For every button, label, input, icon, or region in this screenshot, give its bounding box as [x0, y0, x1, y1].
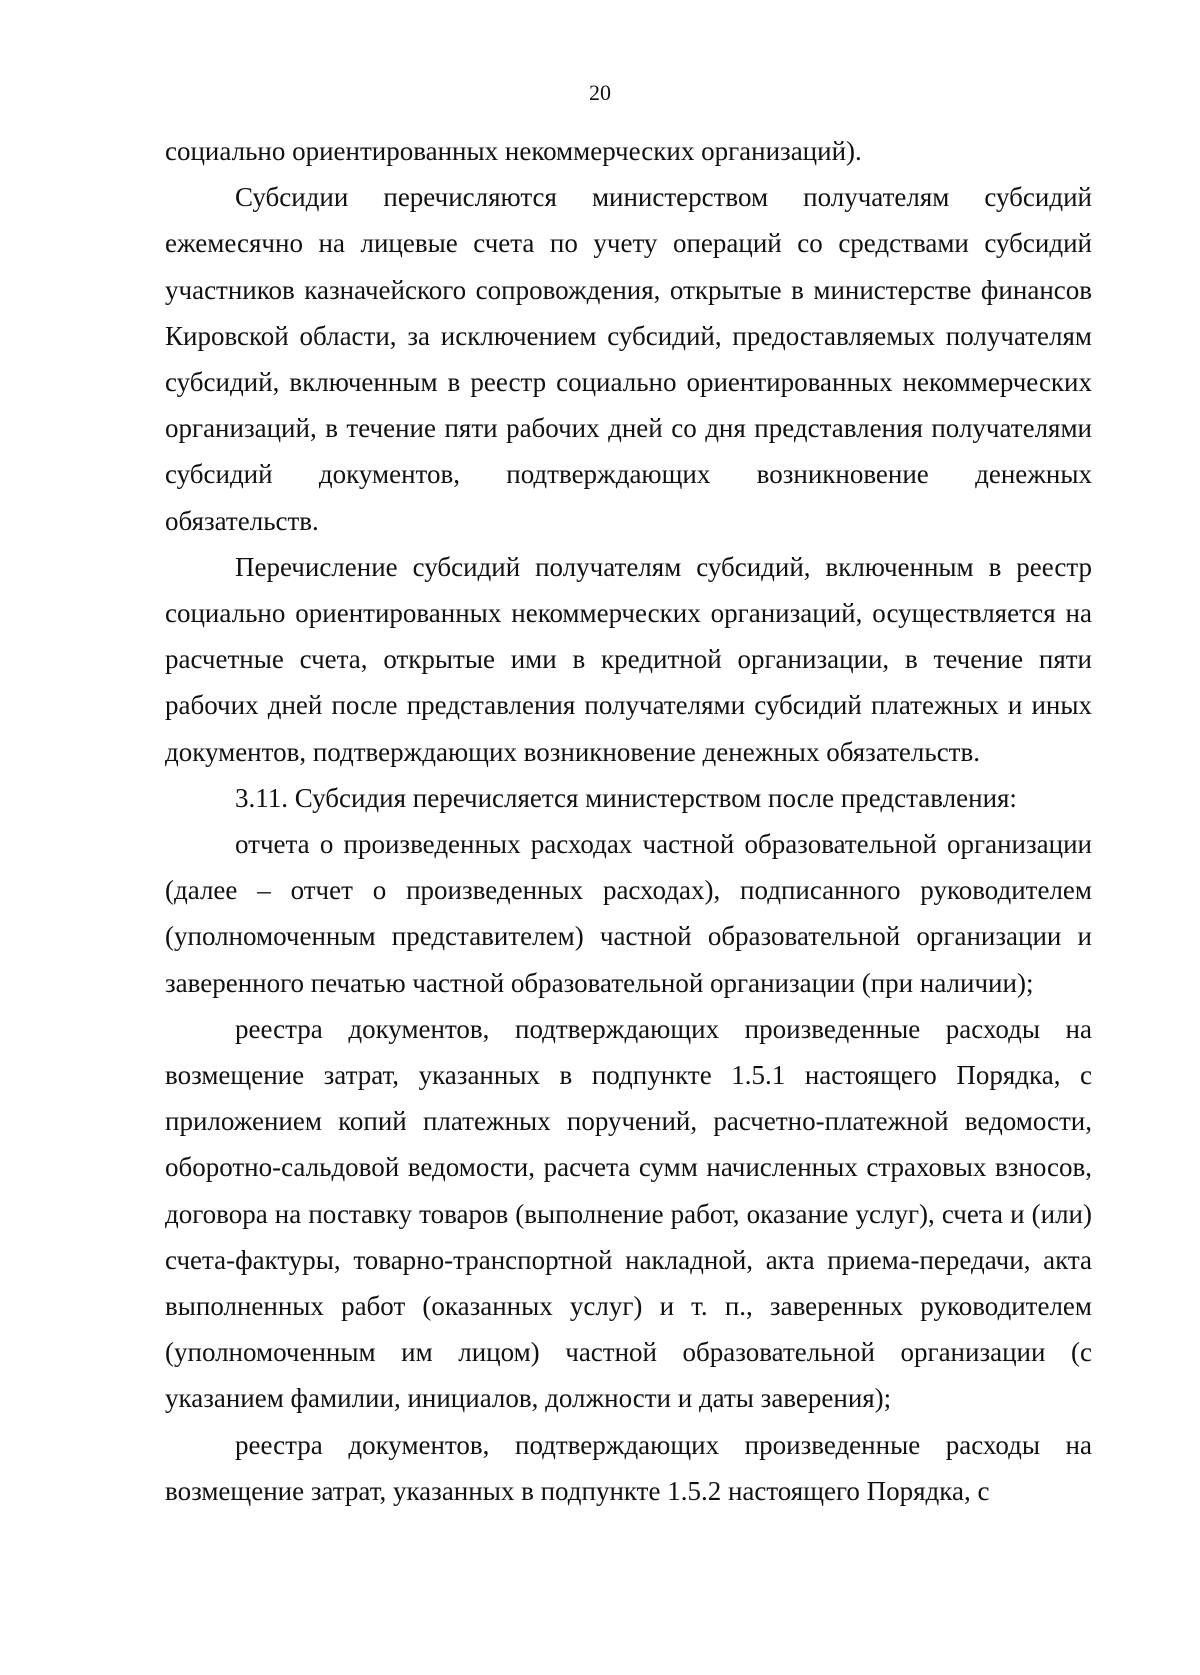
paragraph: Субсидии перечисляются министерством получателям субсидий ежемесячно на лицевые счета по учету операций со средствами субсидий участников казначейского сопровождения, открытые в министерстве финансов Кировской области, за исключением субсидий, предоставляемых получателям субсидий, включенным в реестр социально ориентированных некоммерческих организаций, в течение пяти рабочих дней со дня представления получателями субсидий документов, подтверждающих возникновение денежных обязательств.	[165, 182, 1092, 536]
document-body	[165, 128, 1092, 1514]
paragraph: социально ориентированных некоммерческих организаций).	[165, 136, 862, 166]
paragraph: Перечисление субсидий получателям субсидий, включенным в реестр социально ориентированных некоммерческих организаций, осуществляется на расчетные счета, открытые ими в кредитной организации, в течение пяти рабочих дней после представления получателями субсидий платежных и иных документов, подтверждающих возникновение денежных обязательств.	[165, 551, 1092, 767]
paragraph: реестра документов, подтверждающих произведенные расходы на возмещение затрат, указанных в подпункте 1.5.1 настоящего Порядка, с приложением копий платежных поручений, расчетно-платежной ведомости, оборотно-сальдовой ведомости, расчета сумм начисленных страховых взносов, договора на поставку товаров (выполнение работ, оказание услуг), счета и (или) счета-фактуры, товарно-транспортной накладной, акта приема-передачи, акта выполненных работ (оказанных услуг) и т. п., заверенных руководителем (уполномоченным им лицом) частной образовательной организации (с указанием фамилии, инициалов, должности и даты заверения);	[165, 1013, 1092, 1414]
paragraph: отчета о произведенных расходах частной образовательной организации (далее – отчет о произведенных расходах), подписанного руководителем (уполномоченным представителем) частной образовательной организации и заверенного печатью частной образовательной организации (при наличии);	[165, 829, 1092, 998]
paragraph: 3.11. Субсидия перечисляется министерством после представления:	[235, 782, 1017, 813]
page-number: 20	[589, 80, 611, 105]
paragraph: реестра документов, подтверждающих произведенные расходы на возмещение затрат, указанных в подпункте 1.5.2 настоящего Порядка, с	[165, 1429, 1092, 1506]
